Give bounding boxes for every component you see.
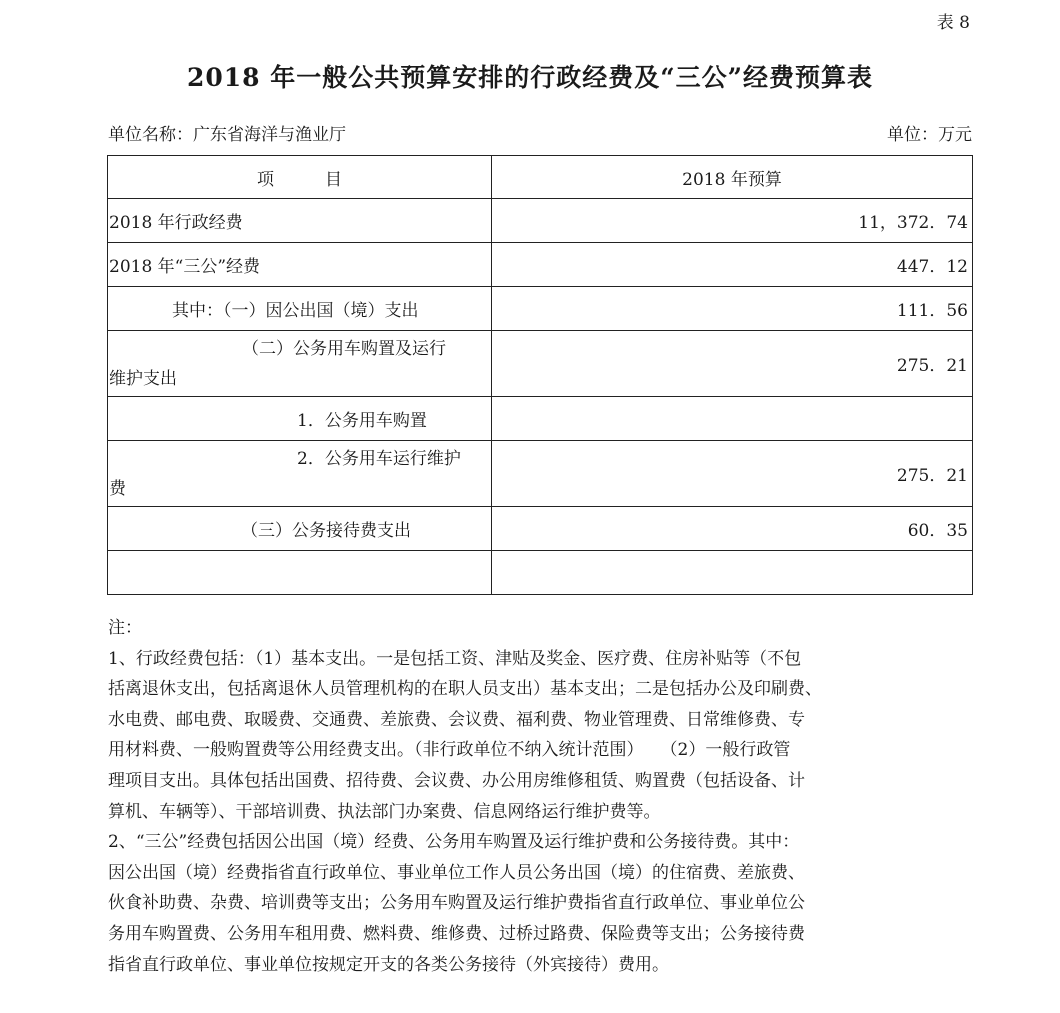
page-title: 2018 年一般公共预算安排的行政经费及“三公”经费预算表 — [186, 63, 874, 92]
note-line: 指省直行政单位、事业单位按规定开支的各类公务接待（外宾接待）费用。 — [108, 954, 669, 975]
row-value: 60．35 — [492, 507, 973, 551]
table-row — [108, 199, 973, 243]
table-header-row — [108, 156, 973, 199]
note-line: 因公出国（境）经费指省直行政单位、事业单位工作人员公务出国（境）的住宿费、差旅费、 — [108, 862, 805, 883]
note-line: 算机、车辆等）、干部培训费、执法部门办案费、信息网络运行维护费等。 — [108, 801, 661, 822]
row-value: 275．21 — [492, 441, 973, 507]
column-header-budget: 2018 年预算 — [492, 156, 973, 199]
row-value: 275．21 — [492, 331, 973, 397]
row-label — [108, 331, 492, 397]
table-number: 表 8 — [936, 13, 970, 33]
row-label: 其中：（一）因公出国（境）支出 — [108, 287, 492, 331]
note-line: 用材料费、一般购置费等公用经费支出。（非行政单位不纳入统计范围） （2）一般行政管 — [108, 740, 791, 761]
note-line: 1、行政经费包括：（1）基本支出。一是包括工资、津贴及奖金、医疗费、住房补贴等（不包 — [108, 648, 802, 669]
row-label — [108, 441, 492, 507]
row-value — [492, 397, 973, 441]
row-label: 2018 年“三公”经费 — [108, 243, 492, 287]
table-row — [108, 397, 973, 441]
note-line: 务用车购置费、公务用车租用费、燃料费、维修费、过桥过路费、保险费等支出；公务接待费 — [108, 923, 805, 944]
table-row — [108, 243, 973, 287]
row-value: 111．56 — [492, 287, 973, 331]
row-label — [108, 551, 492, 595]
row-label-line: 2．公务用车运行维护 — [297, 448, 461, 469]
table-row — [108, 331, 973, 397]
table-row — [108, 551, 973, 595]
table-row — [108, 507, 973, 551]
row-label-line: 维护支出 — [109, 368, 177, 389]
row-label: 1．公务用车购置 — [108, 397, 492, 441]
notes-section — [108, 613, 974, 980]
unit-name-label: 单位名称：广东省海洋与渔业厅 — [108, 125, 346, 145]
note-line: 伙食补助费、杂费、培训费等支出；公务用车购置及运行维护费指省直行政单位、事业单位公 — [108, 893, 805, 914]
note-line: 括离退休支出，包括离退休人员管理机构的在职人员支出）基本支出；二是包括办公及印刷费、 — [108, 679, 822, 700]
row-label: 2018 年行政经费 — [108, 199, 492, 243]
table-row — [108, 441, 973, 507]
note-line: 2、“三公”经费包括因公出国（境）经费、公务用车购置及运行维护费和公务接待费。其中： — [108, 832, 800, 853]
row-label: （三）公务接待费支出 — [108, 507, 492, 551]
currency-unit-label: 单位：万元 — [887, 125, 972, 145]
note-line: 理项目支出。具体包括出国费、招待费、会议费、办公用房维修租赁、购置费（包括设备、计 — [108, 770, 805, 791]
budget-table — [107, 155, 973, 595]
notes-heading: 注： — [108, 618, 142, 638]
row-value: 447．12 — [492, 243, 973, 287]
note-line: 水电费、邮电费、取暖费、交通费、差旅费、会议费、福利费、物业管理费、日常维修费、专 — [108, 709, 805, 730]
table-row — [108, 287, 973, 331]
row-label-line: 费 — [109, 478, 126, 499]
row-label-line: （二）公务用车购置及运行 — [242, 338, 446, 359]
row-value — [492, 551, 973, 595]
row-value: 11，372．74 — [492, 199, 973, 243]
column-header-item: 项 目 — [108, 156, 492, 199]
